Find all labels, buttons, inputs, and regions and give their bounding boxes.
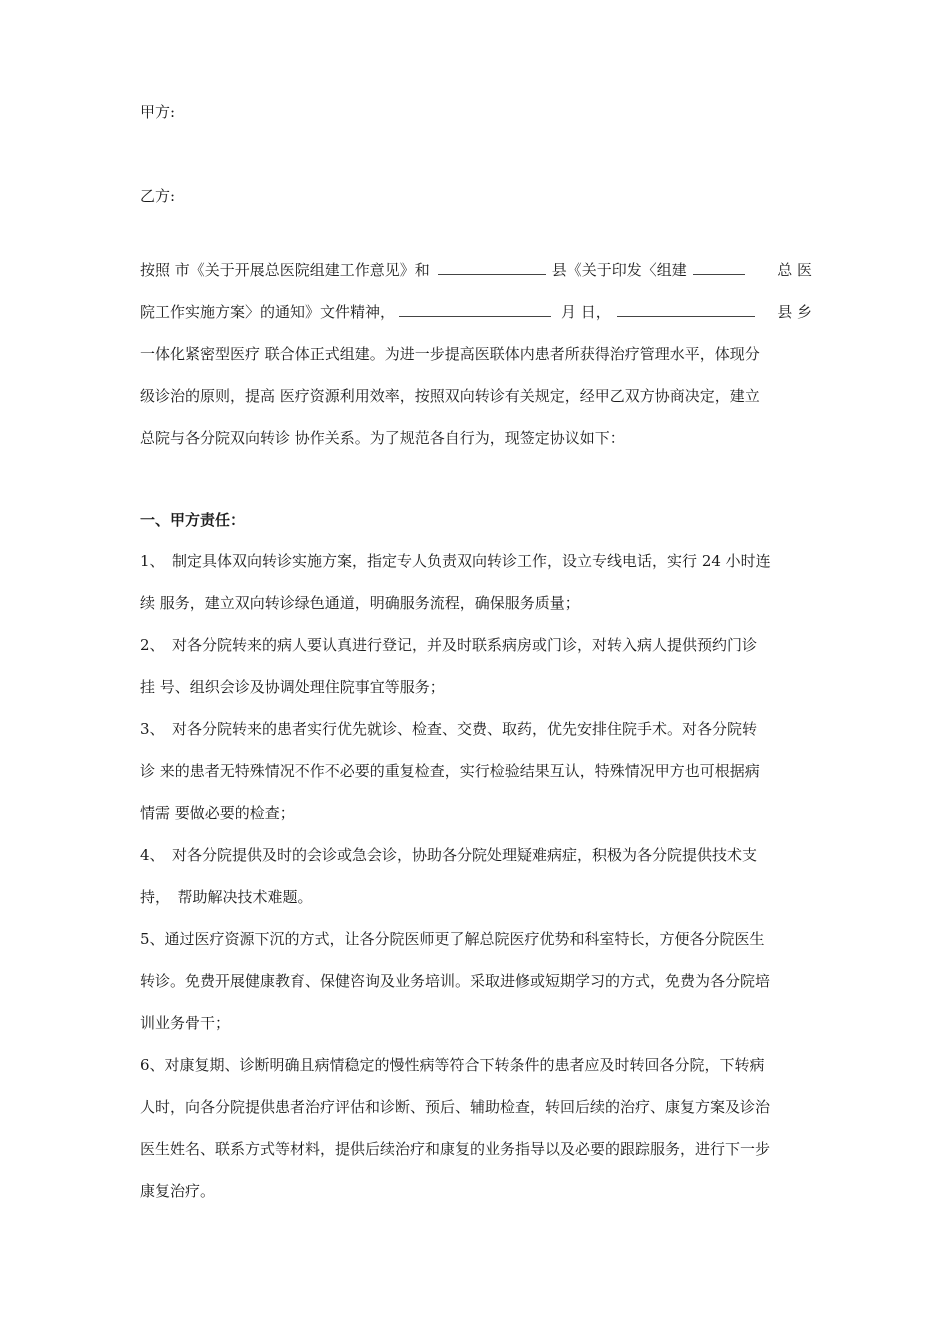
intro-text: 月 日，	[561, 303, 611, 321]
intro-text: 县 乡	[777, 303, 812, 321]
intro-line-1	[140, 259, 812, 280]
intro-line-2	[140, 301, 812, 322]
body-line: 挂 号、组织会诊及协调处理住院事宜等服务；	[140, 678, 445, 696]
body-line: 5、通过医疗资源下沉的方式，让各分院医师更了解总院医疗优势和科室特长，方便各分院医生	[140, 930, 765, 948]
body-line: 康复治疗。	[140, 1182, 216, 1200]
body-line: 医生姓名、联系方式等材料，提供后续治疗和康复的业务指导以及必要的跟踪服务，进行下一步	[140, 1140, 771, 1158]
intro-text: 按照 市《关于开展总医院组建工作意见》和	[140, 261, 430, 279]
intro-text: 院工作实施方案〉的通知》文件精神，	[140, 303, 396, 321]
party-b-label: 乙方:	[140, 187, 176, 205]
body-line: 情需 要做必要的检查；	[140, 804, 295, 822]
intro-text: 总 医	[777, 261, 812, 279]
intro-line-5: 总院与各分院双向转诊 协作关系。为了规范各自行为，现签定协议如下：	[140, 429, 625, 447]
body-line: 6、对康复期、诊断明确且病情稳定的慢性病等符合下转条件的患者应及时转回各分院，下转病	[140, 1056, 765, 1074]
body-line: 转诊。免费开展健康教育、保健咨询及业务培训。采取进修或短期学习的方式，免费为各分院培	[140, 972, 771, 990]
fill-in-blank	[617, 302, 755, 317]
party-a-label: 甲方:	[140, 103, 176, 121]
section-heading: 一、甲方责任：	[140, 511, 246, 529]
intro-text: 县《关于印发〈组建	[551, 261, 687, 279]
body-line: 3、 对各分院转来的患者实行优先就诊、检查、交费、取药，优先安排住院手术。对各分院转	[140, 720, 758, 738]
body-line: 诊 来的患者无特殊情况不作不必要的重复检查，实行检验结果互认，特殊情况甲方也可根据病	[140, 762, 760, 780]
intro-line-3: 一体化紧密型医疗 联合体正式组建。为进一步提高医联体内患者所获得治疗管理水平，体现分	[140, 345, 760, 363]
fill-in-blank	[438, 260, 546, 275]
fill-in-blank	[693, 260, 745, 275]
body-line: 人时，向各分院提供患者治疗评估和诊断、预后、辅助检查，转回后续的治疗、康复方案及诊治	[140, 1098, 771, 1116]
body-line: 训业务骨干；	[140, 1014, 231, 1032]
intro-line-4: 级诊治的原则，提高 医疗资源利用效率，按照双向转诊有关规定，经甲乙双方协商决定，建立	[140, 387, 760, 405]
body-line: 1、 制定具体双向转诊实施方案，指定专人负责双向转诊工作，设立专线电话，实行 24 小时连	[140, 552, 771, 570]
body-line: 4、 对各分院提供及时的会诊或急会诊，协助各分院处理疑难病症，积极为各分院提供技术支	[140, 846, 758, 864]
body-line: 续 服务，建立双向转诊绿色通道，明确服务流程，确保服务质量；	[140, 594, 580, 612]
body-line: 2、 对各分院转来的病人要认真进行登记，并及时联系病房或门诊，对转入病人提供预约门诊	[140, 636, 758, 654]
fill-in-blank	[399, 302, 551, 317]
body-line: 持， 帮助解决技术难题。	[140, 888, 313, 906]
